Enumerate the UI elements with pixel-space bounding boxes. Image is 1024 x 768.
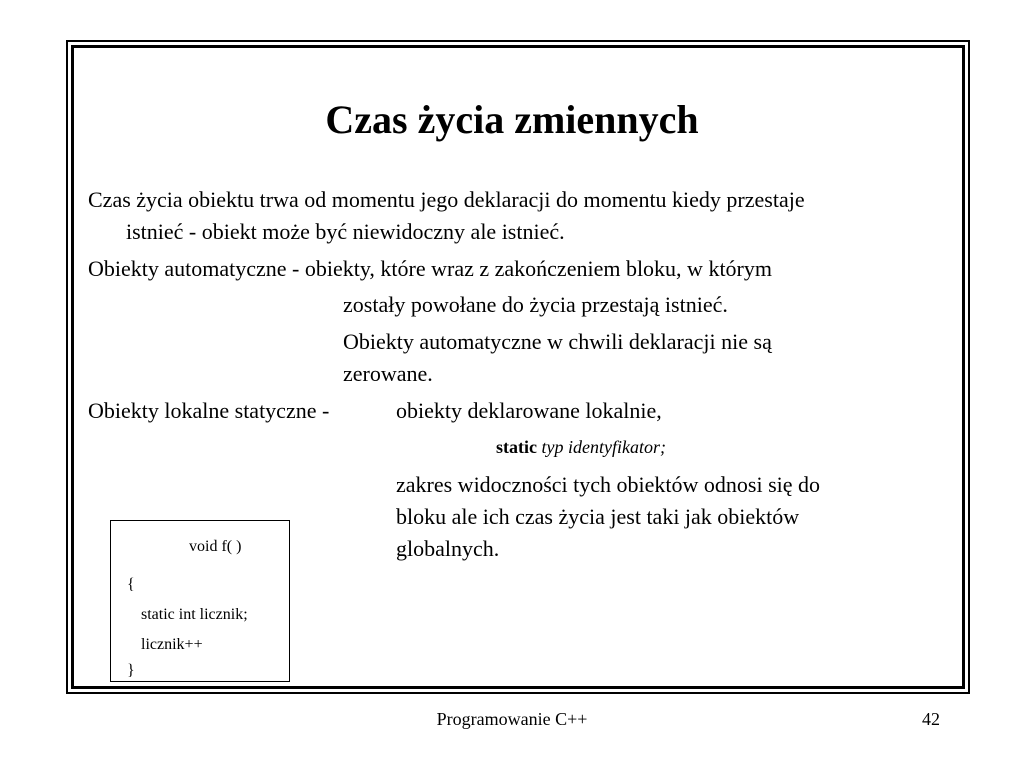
slide-title: Czas życia zmiennych <box>325 97 699 142</box>
paragraph-1-line-2: istnieć - obiekt może być niewidoczny ale istnieć. <box>126 219 565 244</box>
paragraph-3-line-3: bloku ale ich czas życia jest taki jak obiektów <box>396 504 800 529</box>
paragraph-2-line-2: zostały powołane do życia przestają istnieć. <box>343 292 728 317</box>
paragraph-2-line-3: Obiekty automatyczne w chwili deklaracji nie są <box>343 329 772 354</box>
code-line-function-signature: void f( ) <box>189 538 242 555</box>
paragraph-3-line-1: obiekty deklarowane lokalnie, <box>396 398 662 423</box>
paragraph-2-line-1: Obiekty automatyczne - obiekty, które wraz z zakończeniem bloku, w którym <box>88 256 772 281</box>
footer-course-name: Programowanie C++ <box>436 709 588 729</box>
static-keyword: static <box>496 437 537 457</box>
code-line-open-brace: { <box>127 576 135 593</box>
paragraph-3-line-4: globalnych. <box>396 536 500 561</box>
static-syntax-rest: typ identyfikator; <box>541 437 666 457</box>
paragraph-1-line-1: Czas życia obiektu trwa od momentu jego deklaracji do momentu kiedy przestaje <box>88 187 805 212</box>
paragraph-3-label: Obiekty lokalne statyczne - <box>88 398 330 423</box>
footer-page-number: 42 <box>922 709 940 729</box>
code-example-box <box>110 520 290 682</box>
code-line-increment: licznik++ <box>141 636 203 653</box>
paragraph-2-line-4: zerowane. <box>343 361 433 386</box>
code-line-close-brace: } <box>127 662 135 679</box>
static-declaration-syntax <box>496 434 666 460</box>
paragraph-3-line-2: zakres widoczności tych obiektów odnosi się do <box>396 472 821 497</box>
code-line-static-declaration: static int licznik; <box>141 606 248 623</box>
